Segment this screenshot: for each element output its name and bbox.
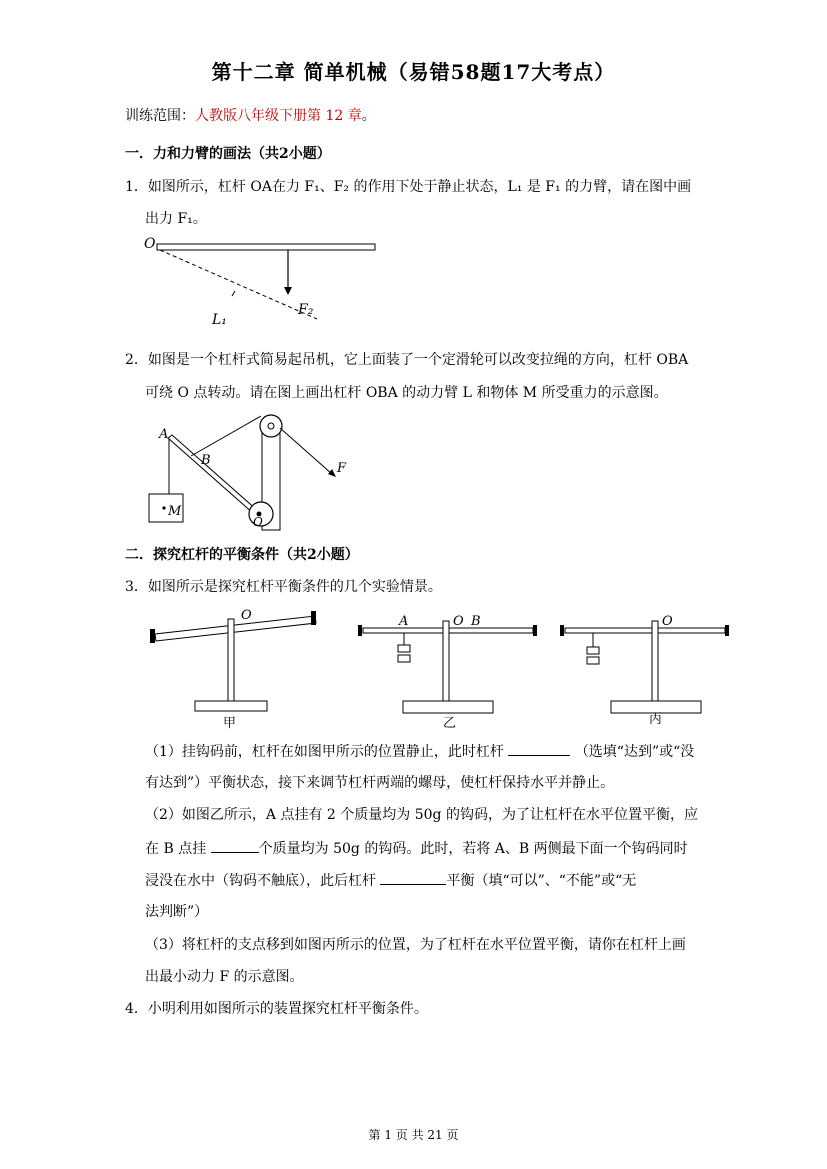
q1-dashed-line — [160, 250, 317, 319]
section-heading-1: 一．力和力臂的画法（共2小题） — [125, 146, 331, 162]
q2-rope-pull — [280, 428, 332, 474]
q3-jia-nut-right — [311, 611, 316, 625]
q3-p2-text-b: 在 B 点挂 — [145, 841, 207, 857]
q3-yi-weight-2 — [398, 655, 410, 662]
q3-bing-lever — [565, 628, 725, 633]
q3-p1-text-a: （1）挂钩码前，杠杆在如图甲所示的位置静止，此时杠杆 — [145, 744, 504, 760]
q3-yi-label-a: A — [399, 614, 409, 629]
q2-line2: 可绕 O 点转动。请在图上画出杠杆 OBA 的动力臂 L 和物体 M 所受重力的示意图。 — [145, 385, 668, 401]
q3-p1-text-b: （选填“达到”或“没 — [574, 744, 695, 760]
scope-end: 。 — [361, 108, 376, 124]
q2-label-m: M — [168, 504, 182, 519]
q3-bing-weight-2 — [587, 657, 599, 664]
q3-bing-weight-1 — [587, 647, 599, 654]
q3-bing-nut-right — [725, 625, 729, 636]
q3-jia-base — [195, 701, 267, 711]
q3-p2-text-d: 浸没在水中（钩码不触底），此后杠杆 — [145, 873, 376, 889]
q3-yi-weight-1 — [398, 645, 410, 652]
q3-part3-line1: （3）将杠杆的支点移到如图丙所示的位置，为了杠杆在水平位置平衡，请你在杠杆上画 — [145, 937, 686, 953]
q3-part2-line2 — [145, 838, 688, 859]
q3-caption-bing: 丙 — [649, 712, 663, 727]
q3-p2-text-c: 个质量均为 50g 的钩码。此时，若将 A、B 两侧最下面一个钩码同时 — [258, 841, 688, 857]
q2-label-a: A — [159, 427, 169, 442]
q2-label-f: F — [337, 461, 347, 476]
q3-part2-line1: （2）如图乙所示，A 点挂有 2 个质量均为 50g 的钩码，为了让杠杆在水平位置平衡，应 — [145, 807, 698, 823]
q3-jia-label-o: O — [241, 608, 252, 623]
q3-yi-nut-left — [358, 625, 362, 636]
q1-lever-figure — [140, 234, 385, 334]
scope-value: 人教版八年级下册第 12 章 — [195, 108, 362, 124]
q3-part2-line4: 法判断”） — [145, 904, 209, 920]
q4-intro: 4．小明利用如图所示的装置探究杠杆平衡条件。 — [125, 1001, 428, 1017]
q3-yi-stand — [443, 621, 449, 701]
q1-f2-arrowhead — [284, 287, 292, 295]
q3-figures — [145, 605, 745, 730]
scope-line — [125, 106, 376, 126]
q3-jia-stand — [228, 619, 234, 701]
q3-part1-line1 — [145, 741, 694, 762]
q3-blank-1[interactable] — [508, 741, 570, 756]
q1-label-o: O — [144, 236, 156, 252]
q3-fig-bing — [560, 614, 729, 727]
q2-line1: 2．如图是一个杠杆式简易起吊机，它上面装了一个定滑轮可以改变拉绳的方向，杠杆 OBA — [125, 352, 689, 368]
q3-bing-nut-left — [560, 625, 564, 636]
q3-jia-lever — [155, 616, 316, 641]
section-heading-2: 二．探究杠杆的平衡条件（共2小题） — [125, 547, 359, 563]
q3-caption-jia: 甲 — [223, 716, 237, 730]
q2-rope-to-pulley — [191, 416, 261, 456]
q2-pulley — [260, 415, 282, 437]
q1-label-f2: F₂ — [298, 302, 314, 318]
q3-yi-nut-right — [533, 625, 537, 636]
q3-blank-2[interactable] — [211, 838, 259, 853]
q3-part1-line2: 有达到”）平衡状态，接下来调节杠杆两端的螺母，使杠杆保持水平并静止。 — [145, 775, 615, 791]
q3-jia-nut-left — [150, 629, 155, 643]
q2-label-o: O — [253, 515, 263, 529]
q3-bing-label-o: O — [662, 614, 673, 629]
q3-part2-line3 — [145, 870, 636, 891]
q3-part3-line2: 出最小动力 F 的示意图。 — [145, 969, 304, 985]
q3-fig-jia — [150, 608, 316, 730]
q3-caption-yi: 乙 — [443, 716, 457, 730]
q3-fig-yi — [358, 614, 537, 730]
q3-yi-label-o: O — [453, 614, 464, 629]
q3-p2-text-e: 平衡（填“可以”、“不能”或“无 — [446, 873, 637, 889]
q3-yi-label-b: B — [471, 614, 481, 629]
q3-intro: 3．如图所示是探究杠杆平衡条件的几个实验情景。 — [125, 579, 442, 595]
scope-label: 训练范围： — [125, 108, 195, 124]
q2-label-b: B — [201, 453, 211, 468]
q1-line1: 1．如图所示，杠杆 OA在力 F₁、F₂ 的作用下处于静止状态，L₁ 是 F₁ 的力臂，请在图中画 — [125, 179, 692, 195]
q1-l1-tick — [232, 291, 235, 296]
q3-bing-stand — [652, 621, 658, 701]
page-footer: 第 1 页 共 21 页 — [368, 1128, 459, 1142]
q2-crane-figure — [145, 408, 360, 538]
page-title: 第十二章 简单机械（易错58题17大考点） — [211, 60, 616, 84]
q1-lever-bar — [157, 244, 375, 250]
q3-yi-base — [403, 701, 493, 713]
q2-box-center — [162, 506, 165, 509]
q3-blank-3[interactable] — [380, 870, 446, 885]
q1-label-l1: L₁ — [212, 312, 227, 328]
q2-pull-arrowhead — [328, 469, 336, 477]
q1-line2: 出力 F₁。 — [145, 211, 207, 227]
